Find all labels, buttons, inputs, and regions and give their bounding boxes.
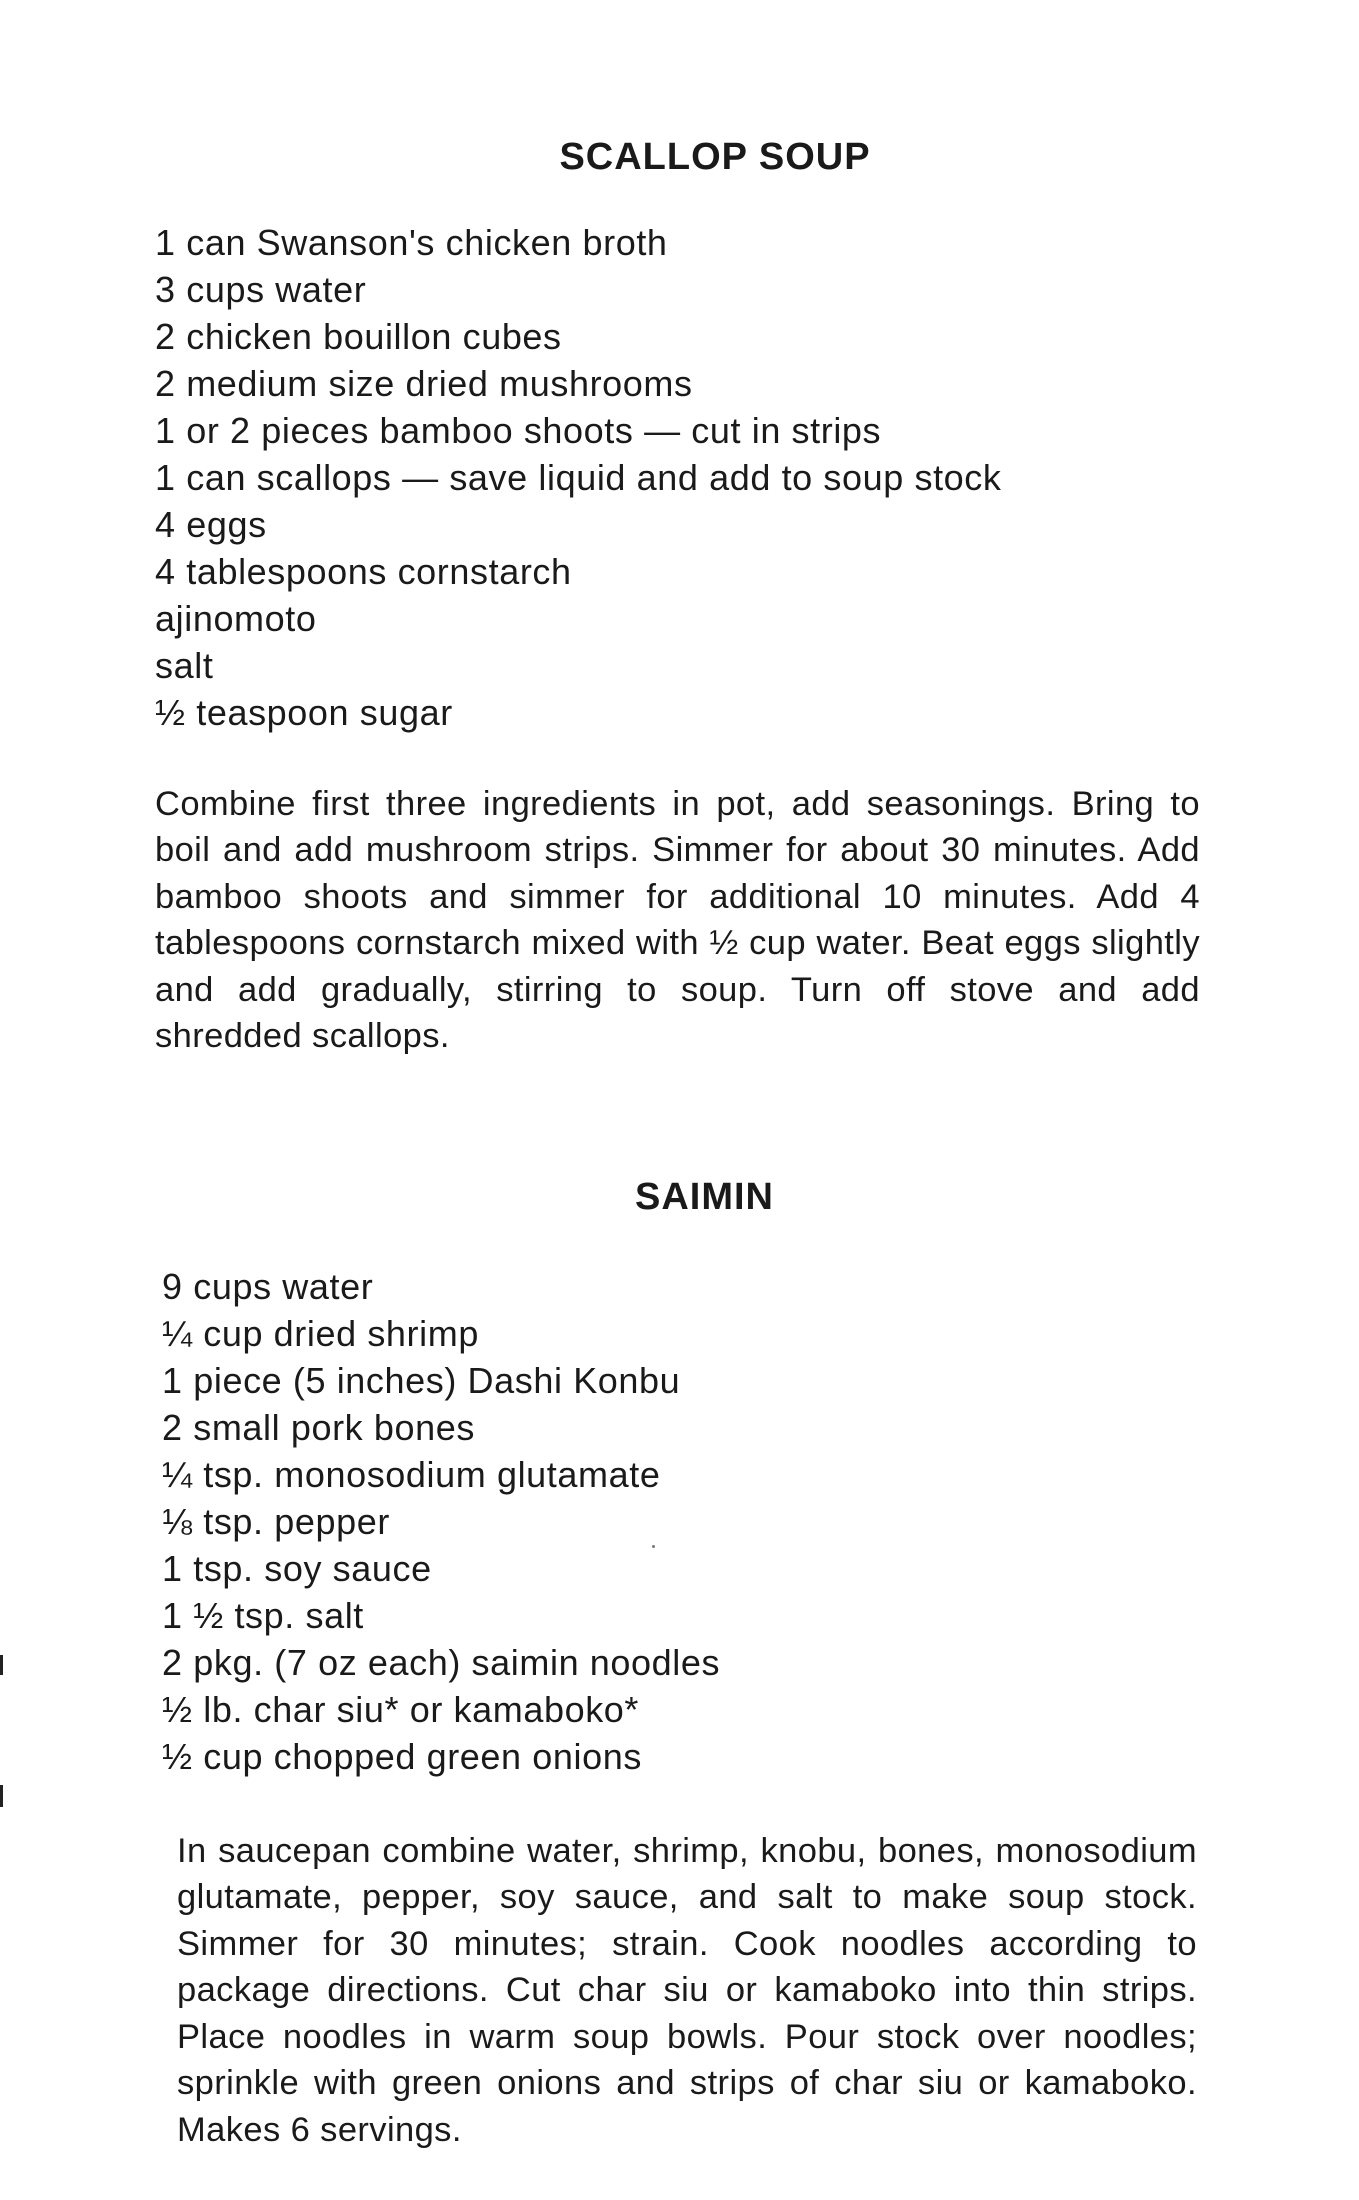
recipe-saimin: [162, 1175, 1212, 2153]
recipe-scallop-soup: [155, 135, 1205, 1060]
scan-edge-mark: [0, 1785, 3, 1807]
ingredient-item: 1 piece (5 inches) Dashi Konbu: [162, 1359, 681, 1401]
ingredient-item: ¼ tsp. monosodium glutamate: [162, 1453, 661, 1495]
ingredient-item: 3 cups water: [155, 268, 367, 310]
ingredient-item: 9 cups water: [162, 1265, 374, 1307]
ingredient-item: 1 can Swanson's chicken broth: [155, 221, 668, 263]
ingredient-item: 2 chicken bouillon cubes: [155, 315, 562, 357]
ingredient-list: [162, 1263, 1212, 1780]
ingredient-item: 4 eggs: [155, 503, 267, 545]
ingredient-item: 2 pkg. (7 oz each) saimin noodles: [162, 1641, 721, 1683]
ingredient-item: ¼ cup dried shrimp: [162, 1312, 479, 1354]
ingredient-item: ajinomoto: [155, 597, 317, 639]
recipe-directions: Combine first three ingredients in pot, add seasonings. Bring to boil and add mushroom strips. Simmer for about 30 minutes. Add bamboo shoots and simmer for additional 10 minutes. Add 4 tablespoons cornstarch mixed with ½ cup water. Beat eggs slightly and add gradually, stirring to soup. Turn off stove and add shredded scallops.: [155, 784, 1200, 1056]
ingredient-item: 4 tablespoons cornstarch: [155, 550, 572, 592]
recipe-title: SAIMIN: [635, 1176, 774, 1218]
ingredient-item: 1 can scallops — save liquid and add to soup stock: [155, 456, 1002, 498]
scan-speck: [652, 1545, 655, 1548]
ingredient-list: [155, 219, 1205, 736]
scan-edge-mark: [0, 1655, 3, 1675]
ingredient-item: 2 small pork bones: [162, 1406, 475, 1448]
ingredient-item: ½ lb. char siu* or kamaboko*: [162, 1688, 640, 1730]
ingredient-item: ½ cup chopped green onions: [162, 1735, 642, 1777]
recipe-title: SCALLOP SOUP: [559, 136, 871, 178]
ingredient-item: salt: [155, 644, 214, 686]
ingredient-item: 1 or 2 pieces bamboo shoots — cut in strips: [155, 409, 882, 451]
ingredient-item: 2 medium size dried mushrooms: [155, 362, 693, 404]
ingredient-item: 1 tsp. soy sauce: [162, 1547, 432, 1589]
ingredient-item: ⅛ tsp. pepper: [162, 1500, 390, 1542]
recipe-directions: In saucepan combine water, shrimp, knobu, bones, monosodium glutamate, pepper, soy sauce, and salt to make soup stock. Simmer for 30 minutes; strain. Cook noodles according to package directions. Cut char siu or kamaboko into thin strips. Place noodles in warm soup bowls. Pour stock over noodles; sprinkle with green onions and strips of char siu or kamaboko. Makes 6 servings.: [177, 1831, 1197, 2149]
ingredient-item: 1 ½ tsp. salt: [162, 1594, 364, 1636]
ingredient-item: ½ teaspoon sugar: [155, 691, 453, 733]
